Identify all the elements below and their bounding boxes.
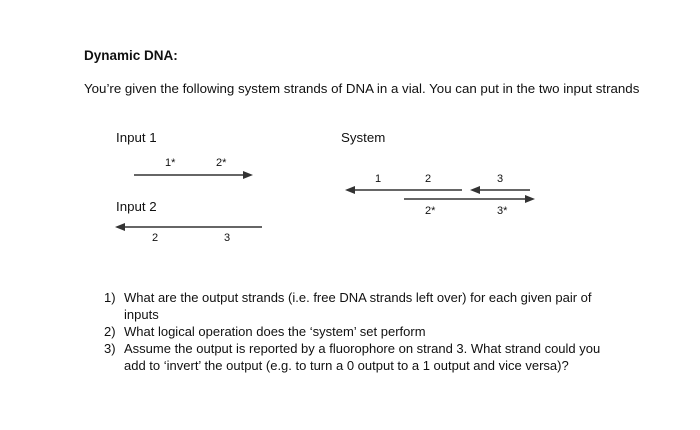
page-title: Dynamic DNA: — [84, 48, 178, 63]
input2-label: Input 2 — [116, 199, 157, 214]
question-number: 1) — [104, 290, 116, 305]
question-number: 2) — [104, 324, 116, 339]
system-top-strand-a-arrow — [345, 186, 462, 194]
system-top-strand-b-arrow — [470, 186, 530, 194]
input1-label: Input 1 — [116, 130, 157, 145]
system-bottom-domain-2star: 2* — [425, 205, 436, 217]
input2-strand-arrow — [115, 223, 262, 231]
system-top-domain-2: 2 — [425, 173, 432, 185]
input1-strand-arrow — [134, 171, 253, 179]
question-item-1 — [104, 289, 604, 323]
question-item-2 — [104, 323, 604, 340]
question-item-3 — [104, 340, 604, 374]
input2-domain-3: 3 — [224, 232, 231, 244]
input1-domain-2star: 2* — [216, 157, 227, 169]
system-bottom-domain-3star: 3* — [497, 205, 508, 217]
system-label: System — [341, 130, 386, 145]
intro-text: You’re given the following system strands of DNA in a vial. You can put in the two input strands — [84, 81, 640, 96]
system-bottom-strand-arrow — [404, 195, 535, 203]
input2-domain-2: 2 — [152, 232, 159, 244]
input1-domain-1star: 1* — [165, 157, 176, 169]
question-list — [104, 289, 604, 374]
question-number: 3) — [104, 341, 116, 356]
question-text: What are the output strands (i.e. free DNA strands left over) for each given pair of inputs — [124, 290, 592, 322]
system-top-domain-3: 3 — [497, 173, 504, 185]
question-text: Assume the output is reported by a fluorophore on strand 3. What strand could you add to ‘invert’ the output (e.g. to turn a 0 output to a 1 output and vice versa)? — [124, 341, 601, 373]
system-top-domain-1: 1 — [375, 173, 382, 185]
question-text: What logical operation does the ‘system’ set perform — [124, 324, 426, 339]
